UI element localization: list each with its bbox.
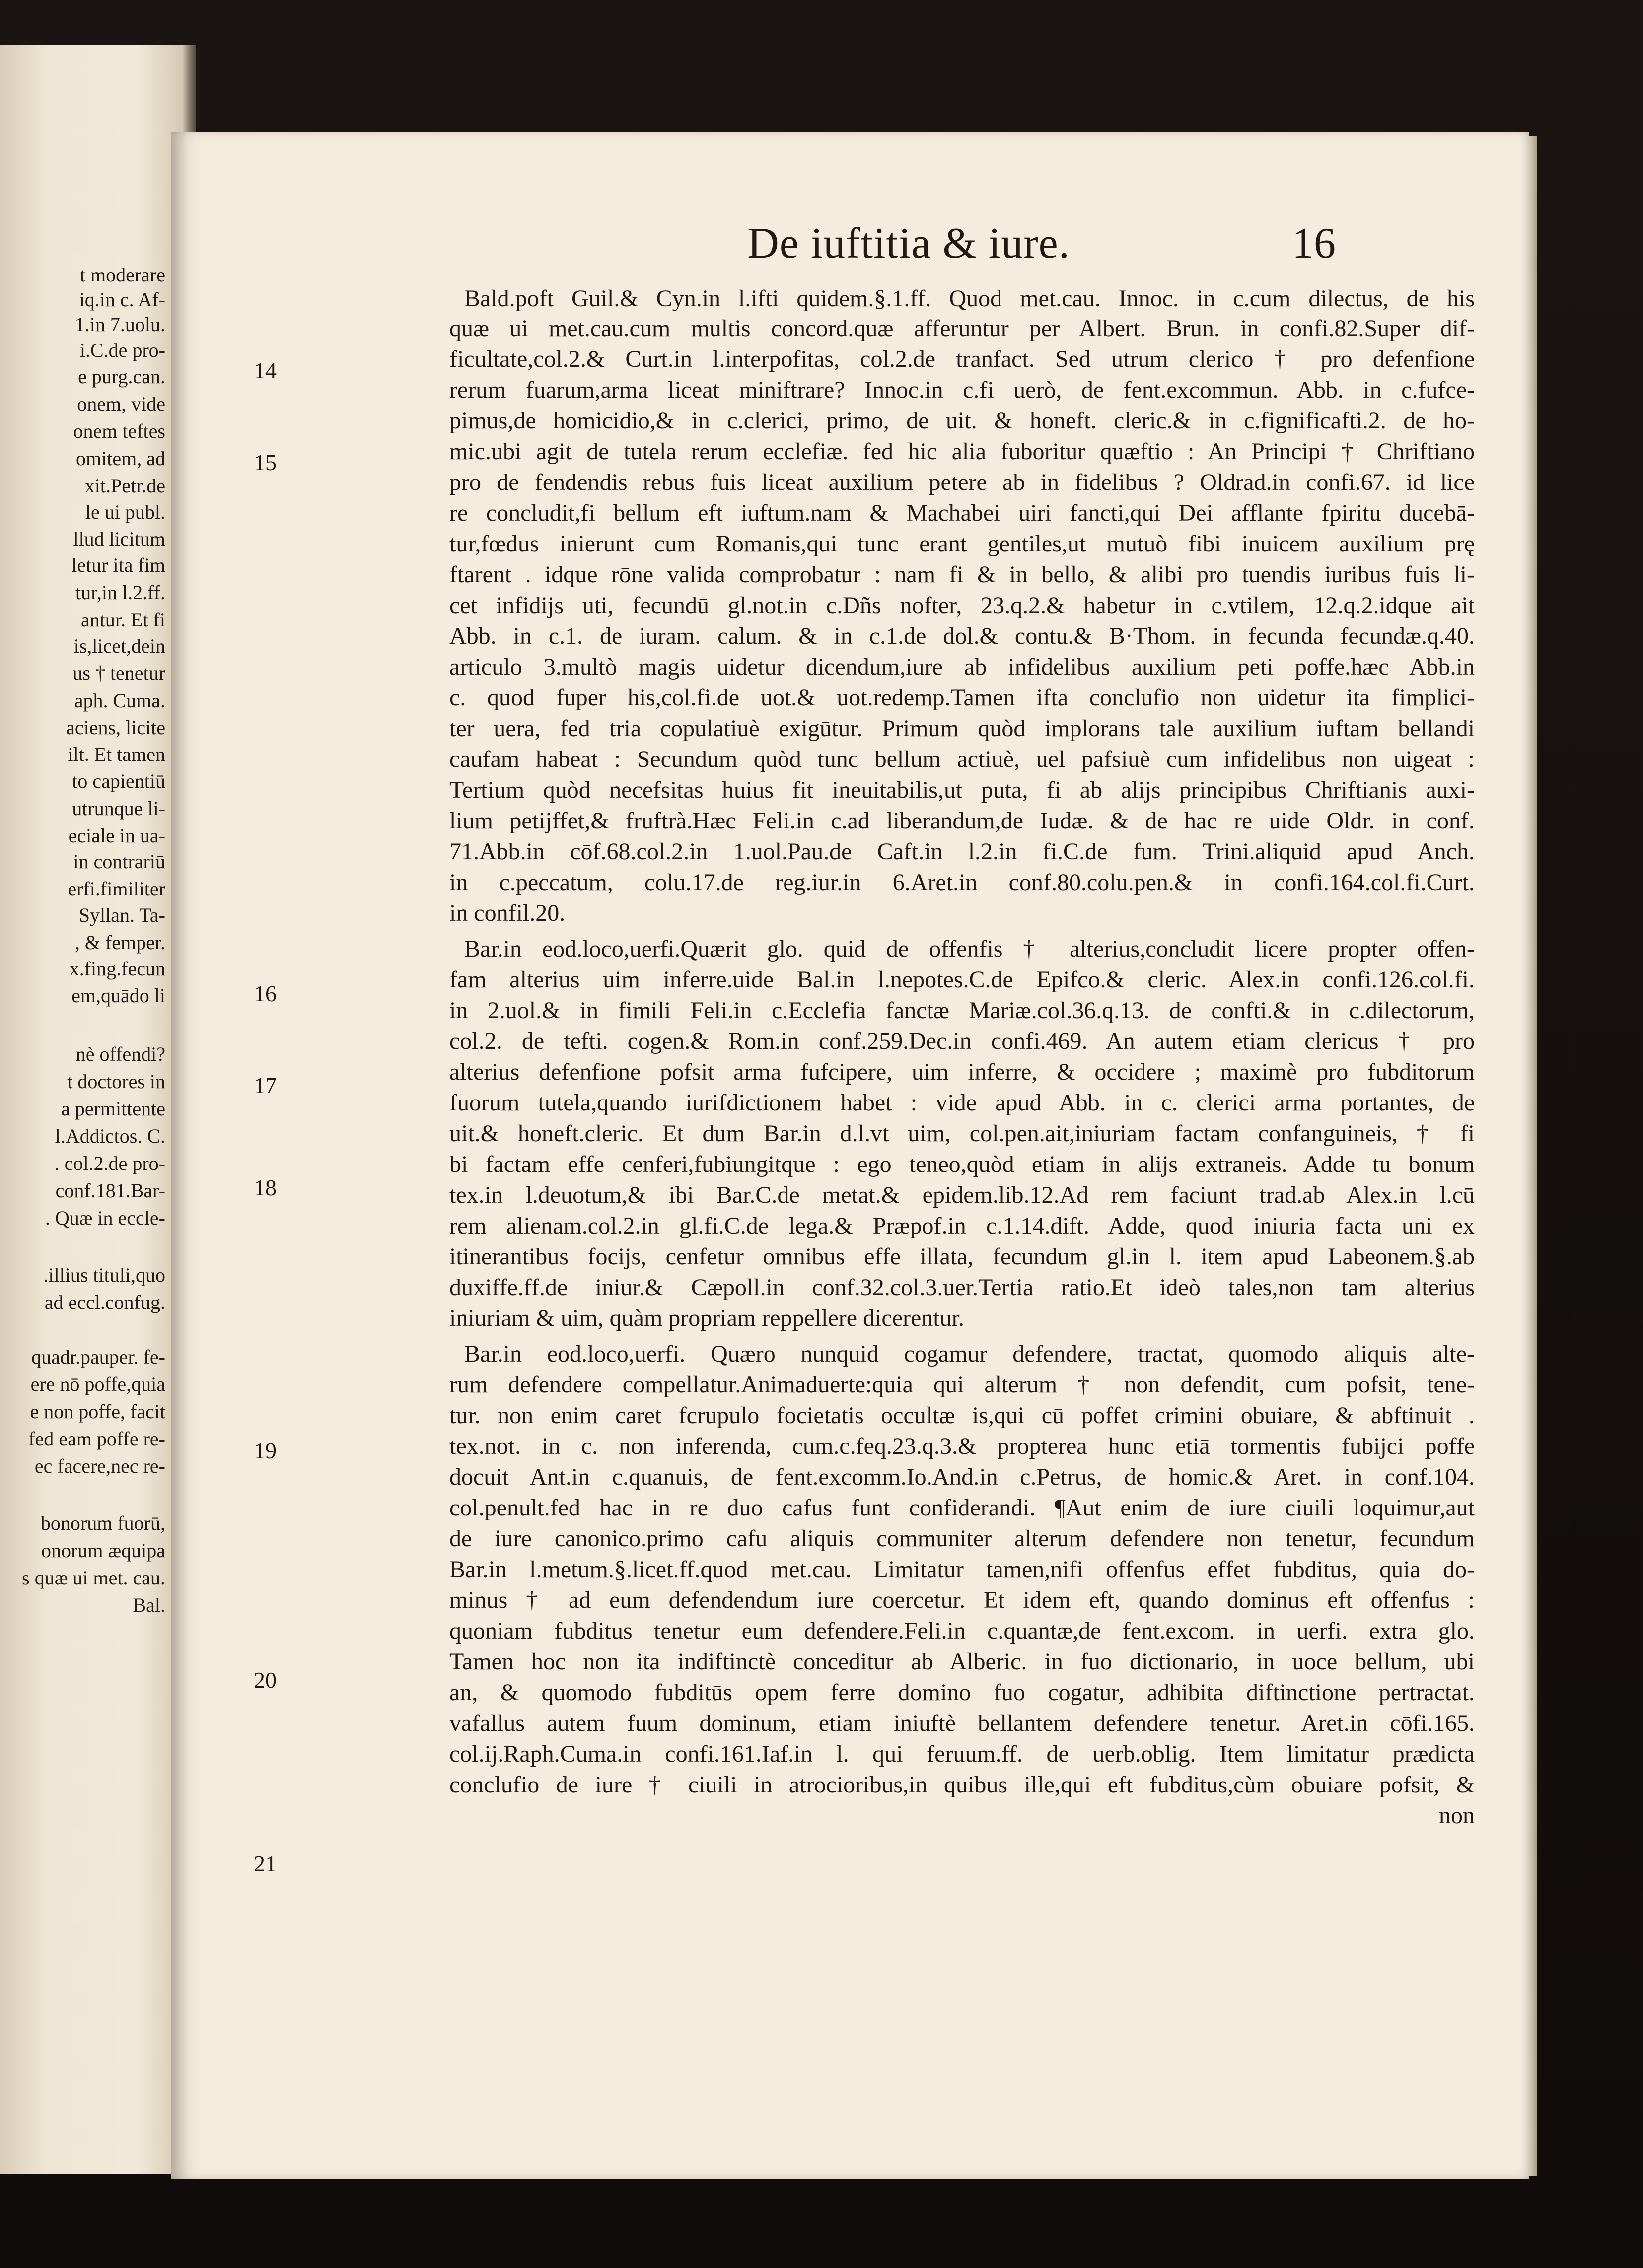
- left-page-line: omitem, ad: [76, 447, 165, 470]
- left-page-line: t moderare: [79, 264, 165, 286]
- margin-number: 15: [254, 450, 277, 475]
- left-page-line: Syllan. Ta-: [78, 904, 165, 926]
- body-line: pimus,de homicidio,& in c.clerici, primo, de uit. & honeft. cleric.& in c.fignificafti.2. de ho-: [449, 408, 1475, 434]
- left-page-line: in contrariū: [73, 850, 165, 873]
- left-page-line: ilt. Et tamen: [68, 743, 165, 765]
- body-line: Tamen hoc non ita indiftinctè conceditur ab Alberic. in fuo dictionario, in uoce bellum, ubi: [449, 1649, 1475, 1675]
- left-page-line: s quæ ui met. cau.: [22, 1567, 165, 1589]
- body-line: rem alienam.col.2.in gl.fi.C.de lega.& Præpof.in c.1.14.dift. Adde, quod iniuria facta uni ex: [449, 1213, 1475, 1239]
- body-line: re concludit,fi bellum eft iuftum.nam & Machabei uiri fancti,qui Dei afflante fpiritu ducebā-: [449, 500, 1475, 526]
- body-line: fam alterius uim inferre.uide Bal.in l.nepotes.C.de Epifco.& cleric. Alex.in confi.126.col.fi.: [449, 966, 1475, 993]
- left-page-line: l.Addictos. C.: [55, 1125, 165, 1147]
- left-page-line: Bal.: [133, 1594, 165, 1616]
- body-line: c. quod fuper his,col.fi.de uot.& uot.redemp.Tamen ifta conclufio non uidetur ita fimplici-: [449, 685, 1475, 711]
- left-page-line: tur,in l.2.ff.: [75, 581, 165, 604]
- margin-number: 18: [254, 1175, 277, 1200]
- margin-number: 21: [254, 1851, 277, 1876]
- left-page-line: onem teftes: [73, 420, 165, 442]
- margin-number: 16: [254, 981, 277, 1006]
- body-line: in c.peccatum, colu.17.de reg.iur.in 6.Aret.in conf.80.colu.pen.& in confi.164.col.fi.Curt.: [449, 869, 1475, 895]
- body-line: mic.ubi agit de tutela rerum ecclefiæ. fed hic alia fuboritur quæftio : An Principi † Chriftiano: [449, 438, 1475, 465]
- left-page-line: erfi.fimiliter: [68, 878, 165, 900]
- left-page-line: quadr.pauper. fe-: [31, 1346, 165, 1368]
- body-line: articulo 3.multò magis uidetur dicendum,iure ab infidelibus auxilium peti poffe.hæc Abb.in: [449, 654, 1475, 680]
- left-page-line: onem, vide: [77, 393, 165, 415]
- left-page-line: onorum æquipa: [41, 1539, 165, 1562]
- left-page-line: eciale in ua-: [68, 825, 165, 847]
- left-page-line: utrunque li-: [72, 797, 165, 820]
- body-line: Abb. in c.1. de iuram. calum. & in c.1.de dol.& contu.& B·Thom. in fecunda fecundæ.q.40.: [449, 623, 1475, 649]
- body-line: iniuriam & uim, quàm propriam reppellere dicerentur.: [449, 1305, 964, 1331]
- left-page-line: . col.2.de pro-: [54, 1152, 165, 1174]
- body-line: cet infidijs uti, fecundū gl.not.in c.Dñs nofter, 23.q.2.& habetur in c.vtilem, 12.q.2.idque ait: [449, 592, 1475, 619]
- body-line: col.ij.Raph.Cuma.in confi.161.Iaf.in l. qui feruum.ff. de uerb.oblig. Item limitatur prædicta: [449, 1741, 1475, 1767]
- body-line: an, & quomodo fubditūs opem ferre domino fuo cogatur, adhibita diftinctione pertractat.: [449, 1679, 1475, 1706]
- body-line: de iure canonico.primo cafu aliquis communiter alterum defendere non tenetur, fecundum: [449, 1525, 1475, 1552]
- left-page-line: ad eccl.confug.: [44, 1291, 165, 1313]
- body-line: col.2. de tefti. cogen.& Rom.in conf.259.Dec.in confi.469. An autem etiam clericus † pro: [449, 1028, 1475, 1054]
- body-line: tex.in l.deuotum,& ibi Bar.C.de metat.& epidem.lib.12.Ad rem faciunt trad.ab Alex.in l.cū: [449, 1182, 1475, 1208]
- left-page-line: le ui publ.: [85, 501, 165, 523]
- left-page-line: . Quæ in eccle-: [45, 1207, 165, 1229]
- left-page-line: antur. Et fi: [81, 609, 165, 631]
- body-line: tur. non enim caret fcrupulo focietatis occultæ is,qui cū poffet crimini obuiare, & abftinuit .: [449, 1402, 1475, 1429]
- body-line: rum defendere compellatur.Animaduerte:quia qui alterum † non defendit, cum pofsit, tene-: [449, 1372, 1475, 1398]
- body-line: conclufio de iure † ciuili in atrocioribus,in quibus ille,qui eft fubditus,cùm obuiare pofsit, &: [449, 1772, 1475, 1798]
- body-line: quoniam fubditus tenetur eum defendere.Feli.in c.quantæ,de fent.excom. in uerfi. extra glo.: [449, 1618, 1475, 1644]
- left-page-line: bonorum fuorū,: [40, 1512, 165, 1534]
- body-line: in 2.uol.& in fimili Feli.in c.Ecclefia fanctæ Mariæ.col.36.q.13. de confti.& in c.dilectorum,: [449, 997, 1475, 1024]
- body-line: docuit Ant.in c.quanuis, de fent.excomm.Io.And.in c.Petrus, de homic.& Aret. in conf.104.: [449, 1464, 1475, 1490]
- margin-number: 17: [254, 1073, 277, 1098]
- left-page-line: us † tenetur: [72, 662, 165, 684]
- body-line: non: [1439, 1802, 1475, 1829]
- body-line: Bar.in eod.loco,uerfi.Quærit glo. quid de offenfis † alterius,concludit licere propter offen-: [464, 936, 1475, 962]
- left-page-line: llud licitum: [73, 528, 165, 550]
- body-line: caufam habeat : Secundum quòd tunc bellum actiuè, uel pafsiuè cum infidelibus non uigeat :: [449, 746, 1475, 772]
- body-line: Bar.in l.metum.§.licet.ff.quod met.cau. Limitatur tamen,nifi offenfus effet fubditus, quia do-: [449, 1556, 1475, 1582]
- body-line: rerum fuarum,arma liceat miniftrare? Innoc.in c.fi uerò, de fent.excommun. Abb. in c.fufce-: [449, 377, 1475, 403]
- body-line: minus † ad eum defendendum iure coercetur. Et idem eft, quando dominus eft offenfus :: [449, 1587, 1475, 1613]
- body-line: ftarent . idque rōne valida comprobatur : nam fi & in bello, & alibi pro tuendis iuribus fuis li-: [449, 561, 1475, 588]
- body-line: Bar.in eod.loco,uerfi. Quæro nunquid cogamur defendere, tractat, quomodo aliquis alte-: [464, 1341, 1475, 1367]
- left-page-line: a permittente: [61, 1098, 165, 1120]
- body-line: col.penult.fed hac in re duo cafus funt confiderandi. ¶Aut enim de iure ciuili loquimur,aut: [449, 1495, 1475, 1521]
- left-page-line: 1.in 7.uolu.: [74, 313, 165, 336]
- body-line: bi factam effe cenferi,fubiungitque : ego teneo,quòd etiam in alijs extraneis. Adde tu bonum: [449, 1151, 1475, 1177]
- body-line: duxiffe.ff.de iniur.& Cæpoll.in conf.32.col.3.uer.Tertia ratio.Et ideò tales,non tam alterius: [449, 1274, 1475, 1301]
- body-line: Tertium quòd necefsitas huius fit ineuitabilis,ut puta, fi ab alijs principibus Chriftianis auxi-: [449, 777, 1475, 803]
- body-line: Bald.poft Guil.& Cyn.in l.ifti quidem.§.1.ff. Quod met.cau. Innoc. in c.cum dilectus, de his: [464, 285, 1475, 312]
- left-page-line: conf.181.Bar-: [55, 1179, 165, 1202]
- body-line: ter uera, fed tria copulatiuè exigūtur. Primum quòd implorans tale auxilium iuftam bellandi: [449, 715, 1475, 742]
- left-page-line: iq.in c. Af-: [79, 288, 165, 311]
- left-page-line: x.fing.fecun: [69, 958, 165, 980]
- left-page-line: nè offendi?: [75, 1043, 165, 1065]
- left-page-line: t doctores in: [67, 1070, 165, 1093]
- left-page-line: , & femper.: [74, 931, 165, 954]
- left-page-line: ere nō poffe,quia: [30, 1373, 165, 1395]
- body-line: alterius defenfione pofsit arma fufcipere, uim inferre, & occidere ; maximè pro fubditorum: [449, 1059, 1475, 1085]
- left-page-line: em,quādo li: [71, 984, 165, 1007]
- body-line: itinerantibus focijs, cenfetur omnibus effe illata, fecundum gl.in l. item apud Labeonem.§.ab: [449, 1243, 1475, 1270]
- folio-number: 16: [1292, 219, 1336, 268]
- left-page-line: .illius tituli,quo: [43, 1264, 165, 1286]
- left-page-line: e purg.can.: [78, 365, 165, 388]
- left-page-line: e non poffe, facit: [30, 1400, 165, 1423]
- left-page-line: i.C.de pro-: [79, 339, 165, 361]
- body-line: quæ ui met.cau.cum multis concord.quæ afferuntur per Albert. Brun. in confi.82.Super dif-: [449, 315, 1475, 342]
- left-page-line: is,licet,dein: [73, 635, 165, 657]
- body-line: tex.not. in c. non inferenda, cum.c.feq.23.q.3.& propterea hunc etiā tormentis fubijci poffe: [449, 1433, 1475, 1459]
- page-fore-edge: [1529, 136, 1537, 2176]
- left-page-line: ec facere,nec re-: [34, 1455, 165, 1477]
- body-line: uit.& honeft.cleric. Et dum Bar.in d.l.vt uim, col.pen.ait,iniuriam factam confanguineis, † fi: [449, 1120, 1475, 1147]
- left-page-line: to capientiū: [72, 770, 165, 792]
- body-line: pro de fendendis rebus fuis liceat auxilium petere ab in fidelibus ? Oldrad.in confi.67. id lice: [449, 469, 1475, 495]
- margin-number: 20: [254, 1667, 277, 1693]
- body-line: tur,fœdus inierunt cum Romanis,qui tunc erant gentiles,ut mutuò fibi inuicem auxilium prę: [449, 531, 1475, 557]
- body-line: 71.Abb.in cōf.68.col.2.in 1.uol.Pau.de Caft.in l.2.in fi.C.de fum. Trini.aliquid apud Anch.: [449, 838, 1475, 865]
- body-line: ficultate,col.2.& Curt.in l.interpofitas, col.2.de tranfact. Sed utrum clerico † pro defenfione: [449, 346, 1475, 372]
- body-line: lium petijffet,& fruftrà.Hæc Feli.in c.ad liberandum,de Iudæ. & de hac re uide Oldr. in conf.: [449, 808, 1475, 834]
- page-title: De iuftitia & iure.: [747, 219, 1070, 268]
- left-page-line: letur ita fim: [71, 554, 165, 576]
- left-page-line: aph. Cuma.: [74, 689, 165, 712]
- margin-number: 14: [254, 358, 277, 383]
- body-line: vafallus autem fuum dominum, etiam iniuftè bellantem defendere tenetur. Aret.in cōfi.165.: [449, 1710, 1475, 1736]
- body-line: in confil.20.: [449, 900, 566, 926]
- left-page-line: aciens, licite: [66, 716, 165, 739]
- left-page-line: fed eam poffe re-: [28, 1428, 165, 1450]
- left-page-line: xit.Petr.de: [84, 475, 165, 497]
- right-page: [171, 132, 1529, 2179]
- margin-number: 19: [254, 1438, 277, 1463]
- left-page-fragment: [0, 45, 196, 2174]
- body-line: fuorum tutela,quando iurifdictionem habet : vide apud Abb. in c. clerici arma portantes, de: [449, 1090, 1475, 1116]
